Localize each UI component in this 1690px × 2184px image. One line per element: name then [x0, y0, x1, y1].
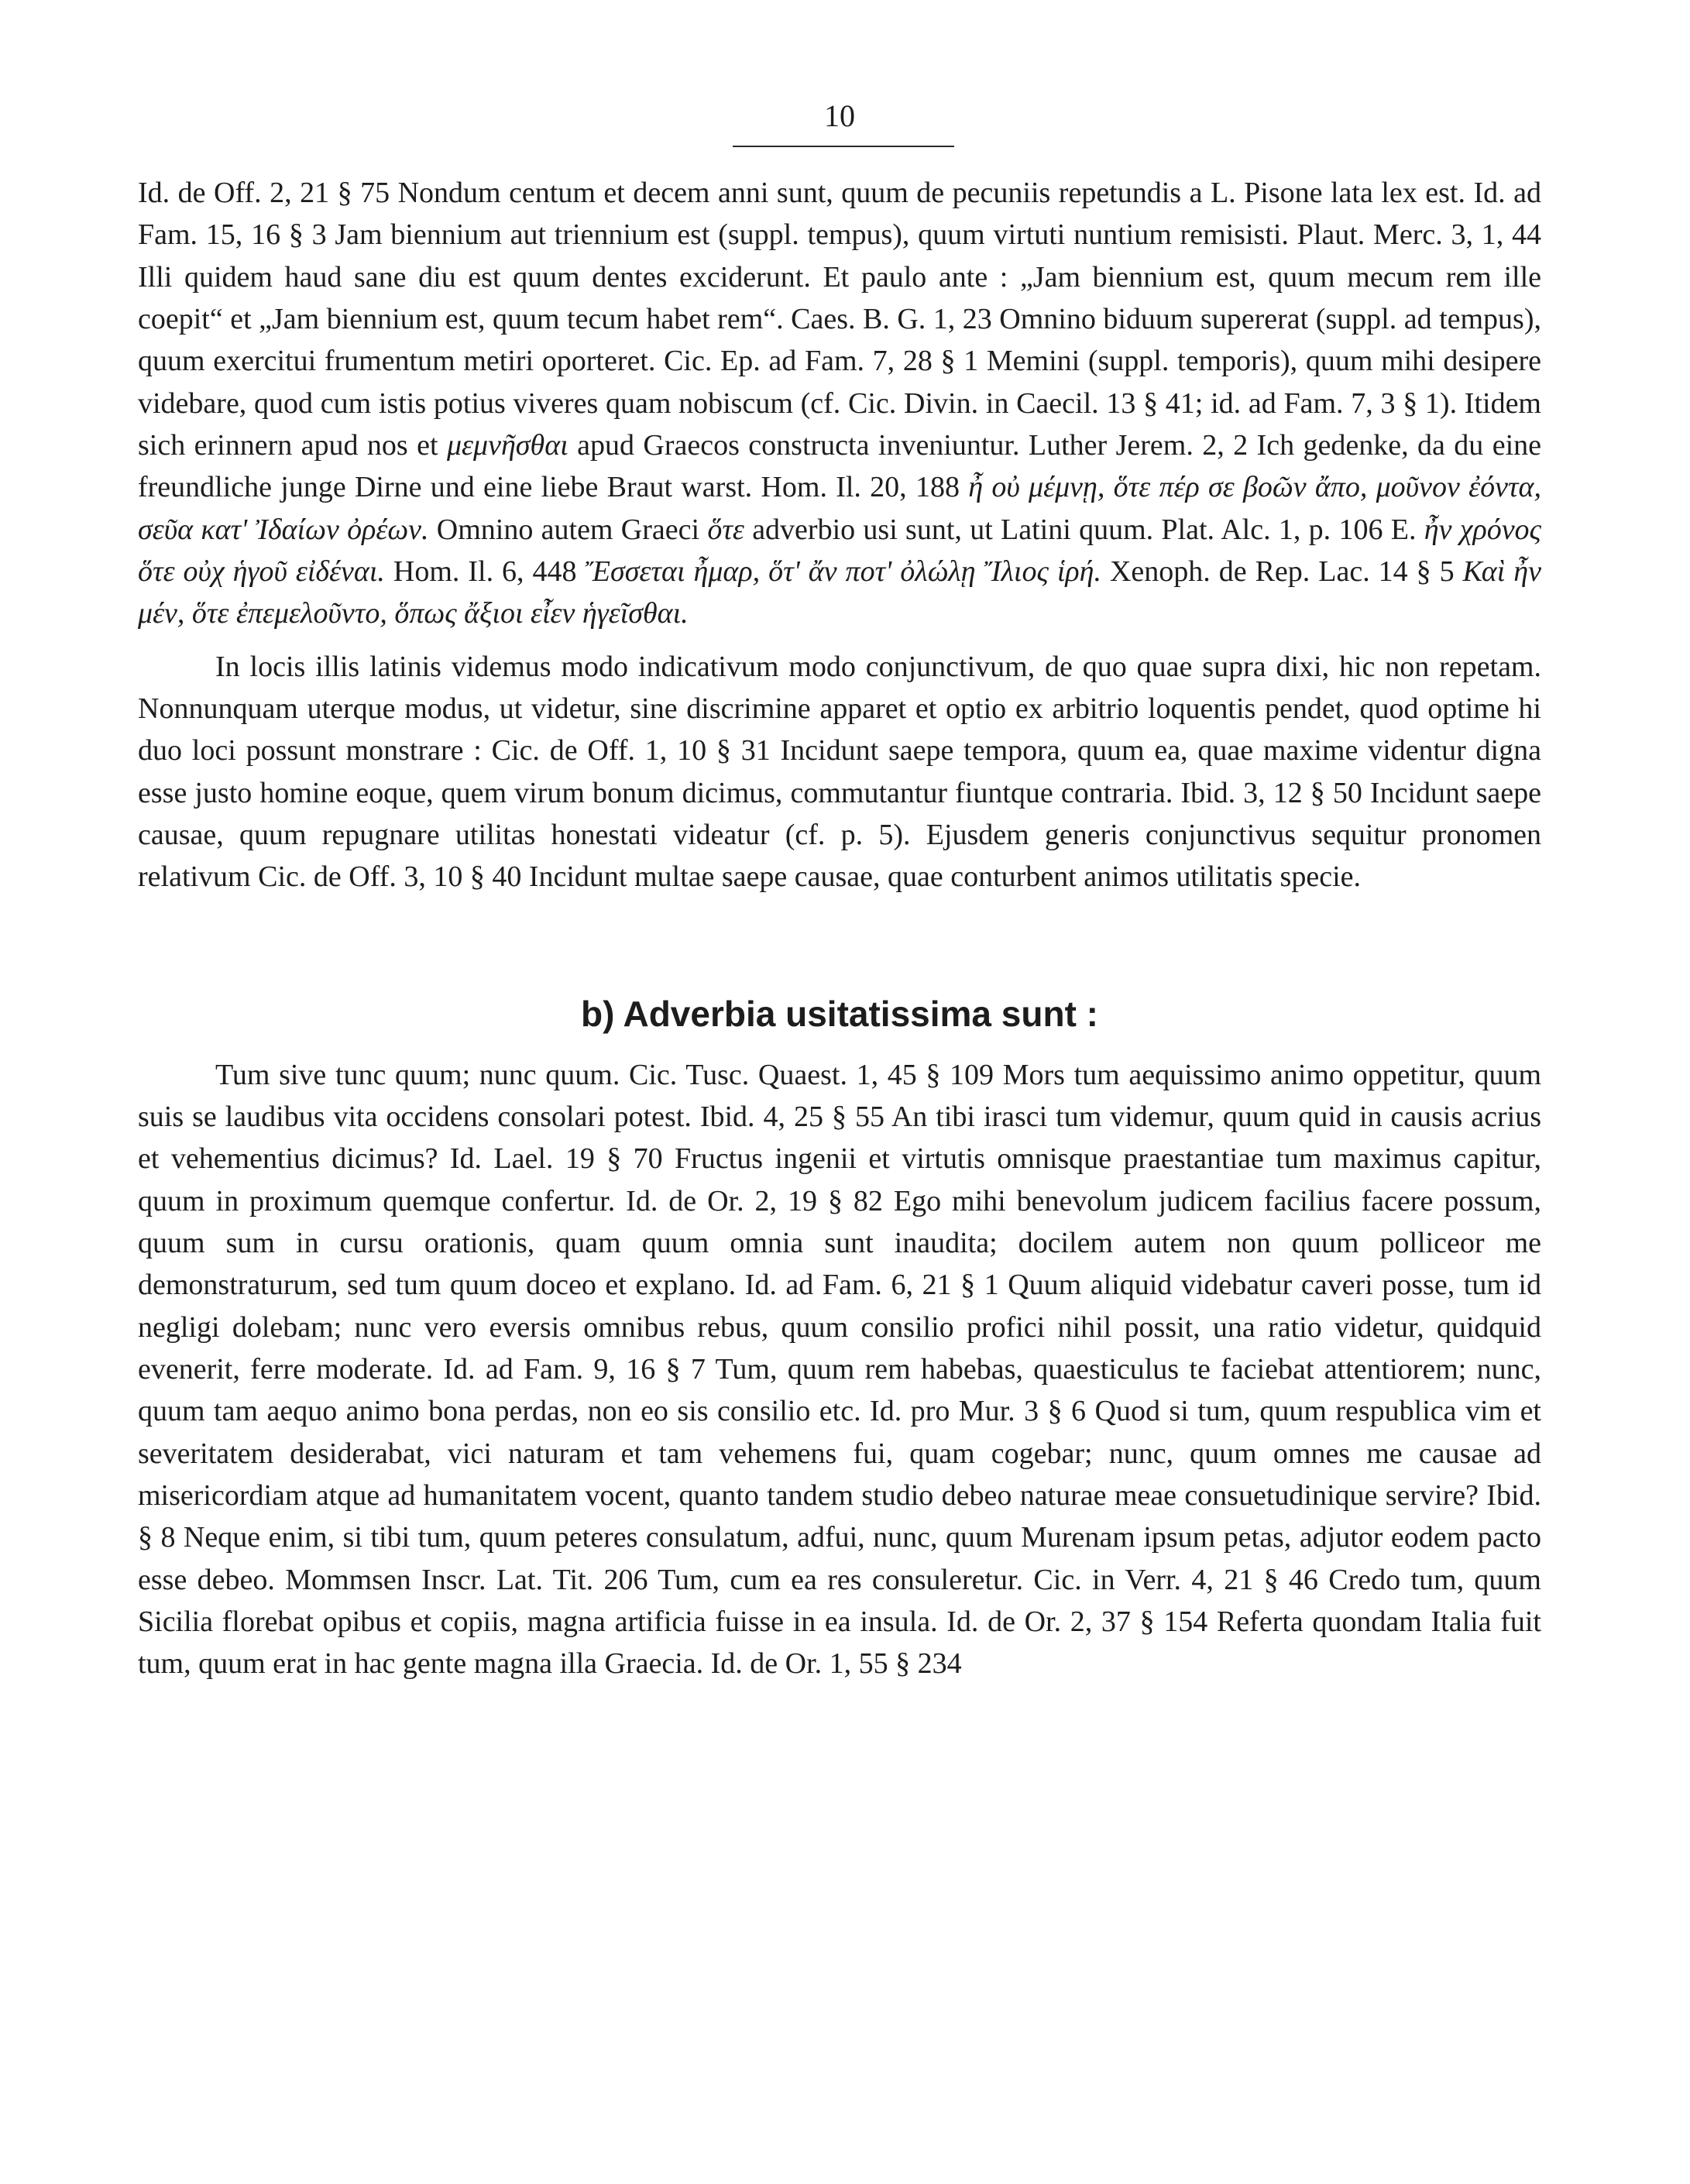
greek-quote: ἦ οὐ μέμνῃ, ὅτε πέρ σε βοῶν ἄπο, μοῦνον ἐόντα, σεῦα κατ' Ἰδαίων ὀρέων. — [138, 471, 1541, 546]
text-run: Id. de Off. 2, 21 § 75 Nondum centum et decem anni sunt, quum de pecuniis repetundis a L. Pisone lata lex est. Id. ad Fam. 15, 16 § 3 Jam biennium aut triennium est (suppl. tempus), quum virtuti nuntium remisisti. Plaut. Merc. 3, 1, 44 Illi quidem haud sane diu est quum dentes exciderunt. Et paulo ante : „Jam biennium est, quum mecum rem ille coepit“ et „Jam biennium est, quum tecum habet rem“. Caes. B. G. 1, 23 Omnino biduum supererat (suppl. ad tempus), quum exercitui frumentum metiri oporteret. Cic. Ep. ad Fam. 7, 28 § 1 Memini (suppl. temporis), quum mihi desipere videbare, quod cum istis potius viveres quam nobiscum (cf. Cic. Divin. in Caecil. 13 § 41; id. ad Fam. 7, 3 § 1). Itidem sich erinnern apud nos et — [138, 177, 1541, 462]
greek-quote: Καὶ ἦν μέν, ὅτε ἐπεμελοῦντο, ὅπως ἄξιοι εἶεν ἡγεῖσθαι. — [138, 555, 1541, 630]
greek-quote: ὅτε — [707, 513, 744, 546]
paragraph-modus-discussion: In locis illis latinis videmus modo indicativum modo conjunctivum, de quo quae supra dixi, hic non repetam. Nonnunquam uterque modus, ut videtur, sine discrimine apparet et optio ex arbitrio loquentis pendet, quod optime hi duo loci possunt monstrare : Cic. de Off. 1, 10 § 31 Incidunt saepe tempora, quum ea, quae maxime videntur digna esse justo homine eoque, quem virum bonum dicimus, commutantur fiuntque contraria. Ibid. 3, 12 § 50 Incidunt saepe causae, quum repugnare utilitas honestati videatur (cf. p. 5). Ejusdem generis conjunctivus sequitur pronomen relativum Cic. de Off. 3, 10 § 40 Incidunt multae saepe causae, quae conturbent animos utilitatis specie. — [138, 650, 1541, 894]
page-header — [138, 98, 1541, 163]
greek-quote: μεμνῆσθαι — [446, 428, 568, 462]
page-number: 10 — [824, 98, 855, 133]
paragraph-greek-examples — [138, 172, 1541, 635]
greek-quote: Ἔσσεται ἦμαρ, ὅτ' ἄν ποτ' ὀλώλῃ Ἴλιος ἱρή. — [585, 555, 1101, 588]
section-heading-adverbia: b) Adverbia usitatissima sunt : — [581, 993, 1098, 1034]
text-run: Hom. Il. 6, 448 — [384, 555, 586, 588]
greek-quote: ἦν χρόνος ὅτε οὐχ ἡγοῦ εἰδέναι. — [138, 513, 1541, 588]
text-run: apud Graecos constructa inveniuntur. Luther Jerem. 2, 2 Ich gedenke, da du eine freundliche junge Dirne und eine liebe Braut warst. Hom. Il. 20, 188 — [138, 428, 1542, 504]
header-rule — [733, 146, 954, 147]
text-run: Xenoph. de Rep. Lac. 14 § 5 — [1101, 555, 1463, 588]
text-run: Omnino autem Graeci — [428, 513, 708, 546]
paragraph-tum-quum: Tum sive tunc quum; nunc quum. Cic. Tusc. Quaest. 1, 45 § 109 Mors tum aequissimo animo oppetitur, quum suis se laudibus vita occidens consolari potest. Ibid. 4, 25 § 55 An tibi irasci tum videmur, quum quid in causis acrius et vehementius dicimus? Id. Lael. 19 § 70 Fructus ingenii et virtutis omnisque praestantiae tum maximus capitur, quum in proximum quemque confertur. Id. de Or. 2, 19 § 82 Ego mihi benevolum judicem facilius facere possum, quum sum in cursu orationis, quam quum omnia sunt inaudita; docilem autem non quum polliceor me demonstraturum, sed tum quum doceo et explano. Id. ad Fam. 6, 21 § 1 Quum aliquid videbatur caveri posse, tum id negligi dolebam; nunc vero eversis omnibus rebus, quum consilio profici nihil possit, una ratio videtur, quidquid evenerit, ferre moderate. Id. ad Fam. 9, 16 § 7 Tum, quum rem habebas, quaesticulus te faciebat attentiorem; nunc, quum tam aequo animo bona perdas, non eo sis consilio etc. Id. pro Mur. 3 § 6 Quod si tum, quum respublica vim et severitatem desiderabat, vici naturam et tam vehemens fui, quam cogebar; nunc, quum omnes me causae ad misericordiam atque ad humanitatem vocent, quanto tandem studio debeo naturae meae consuetudinique servire? Ibid. § 8 Neque enim, si tibi tum, quum peteres consulatum, adfui, nunc, quum Murenam ipsum petas, adjutor eodem pacto esse debeo. Mommsen Inscr. Lat. Tit. 206 Tum, cum ea res consuleretur. Cic. in Verr. 4, 21 § 46 Credo tum, quum Sicilia florebat opibus et copiis, magna artificia fuisse in ea insula. Id. de Or. 2, 37 § 154 Referta quondam Italia fuit tum, quum erat in hac gente magna illa Graecia. Id. de Or. 1, 55 § 234 — [138, 1058, 1541, 1681]
text-run: adverbio usi sunt, ut Latini quum. Plat. Alc. 1, p. 106 E. — [744, 513, 1424, 546]
document-page — [138, 98, 1542, 1685]
